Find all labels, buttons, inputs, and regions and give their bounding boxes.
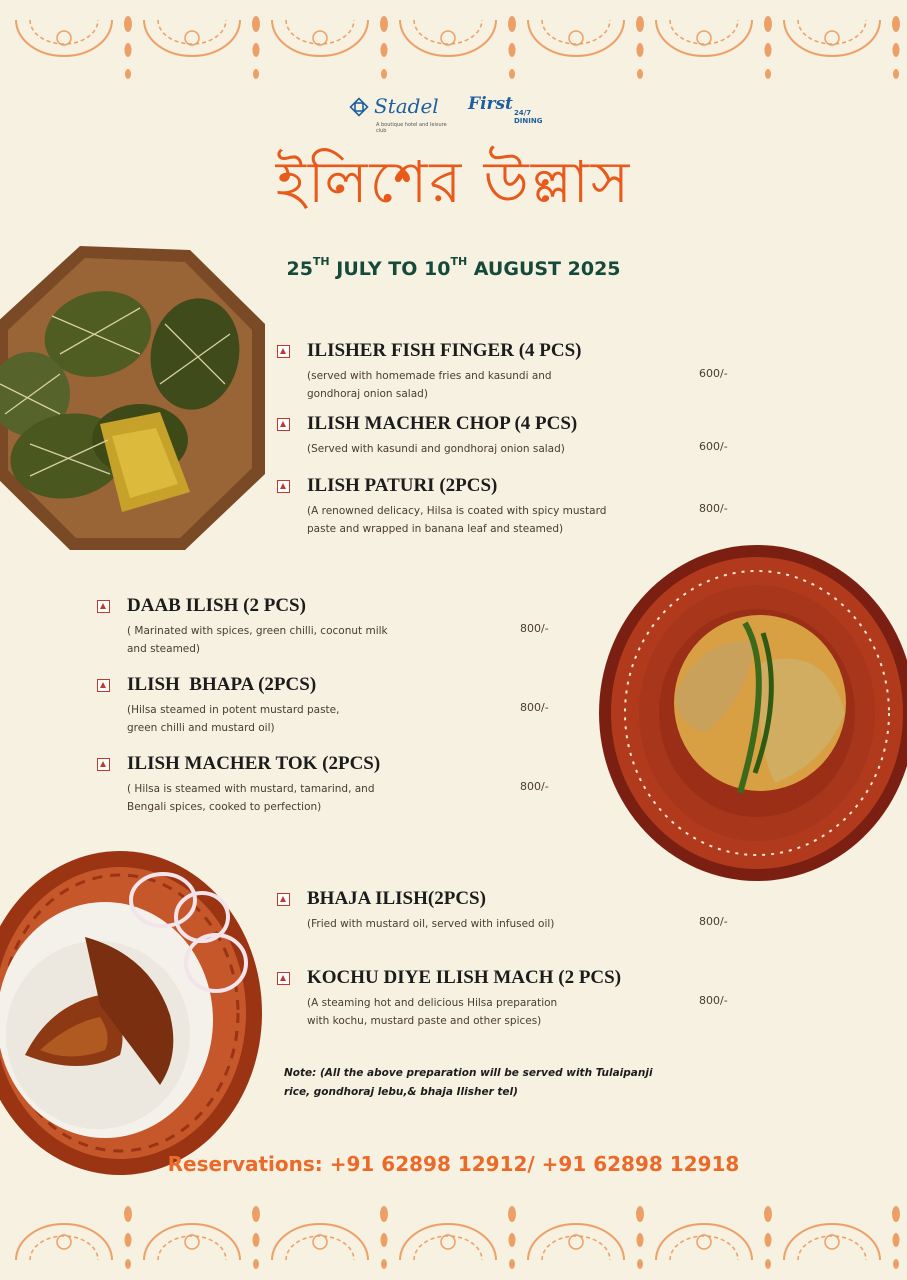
menu-item	[97, 595, 567, 657]
stadel-logo	[348, 92, 458, 134]
reservations-contact: Reservations: +91 62898 12912/ +91 62898 12918	[167, 1152, 740, 1176]
page-title: ইলিশের উল্লাস	[275, 148, 632, 216]
menu-item-name: ILISHER FISH FINGER (4 PCS)	[307, 340, 582, 361]
mandala-ornament-icon	[400, 20, 496, 56]
mandala-ornament-icon	[656, 20, 752, 56]
mandala-ornament-icon	[272, 20, 368, 56]
menu-item-description	[127, 622, 388, 658]
menu-item	[277, 413, 747, 457]
hanging-bead-ornament-icon	[380, 16, 388, 79]
menu-item-name: KOCHU DIYE ILISH MACH (2 PCS)	[307, 967, 622, 988]
description-line: (Fried with mustard oil, served with infused oil)	[307, 918, 555, 930]
description-line: Bengali spices, cooked to perfection)	[127, 801, 322, 813]
stadel-name: Stadel	[374, 94, 439, 118]
hanging-bead-ornament-icon	[636, 16, 644, 79]
hanging-bead-ornament-icon	[508, 16, 516, 79]
menu-item-price: 600/-	[699, 440, 728, 453]
menu-item	[97, 674, 567, 736]
menu-item-price: 800/-	[699, 915, 728, 928]
mandala-ornament-icon	[144, 1224, 240, 1260]
hanging-bead-ornament-icon	[252, 16, 260, 79]
menu-item-price: 800/-	[520, 701, 549, 714]
nonveg-marker-icon	[277, 893, 290, 906]
mandala-ornament-icon	[272, 1224, 368, 1260]
menu-item-description	[307, 994, 557, 1030]
end-day-suffix: TH	[450, 255, 468, 268]
menu-item-description	[307, 915, 554, 933]
menu-item-price: 800/-	[520, 780, 549, 793]
first-innings-badge: 24/7 DINING	[514, 109, 543, 125]
description-line: and steamed)	[127, 643, 201, 655]
mandala-ornament-icon	[16, 1224, 112, 1260]
menu-item-description	[127, 701, 339, 737]
top-ornamental-border	[0, 0, 907, 90]
serving-note	[284, 1064, 704, 1102]
brand-logos	[340, 92, 560, 132]
menu-item	[277, 340, 747, 402]
description-line: (A steaming hot and delicious Hilsa preparation	[307, 997, 558, 1009]
nonveg-marker-icon	[277, 418, 290, 431]
start-day: 25	[286, 258, 313, 280]
description-line: paste and wrapped in banana leaf and steamed)	[307, 523, 564, 535]
nonveg-marker-icon	[277, 345, 290, 358]
menu-item-price: 800/-	[520, 622, 549, 635]
menu-item	[277, 967, 747, 1029]
ilish-paturi-photo	[0, 244, 270, 556]
menu-item-description	[307, 440, 565, 458]
mandala-ornament-icon	[784, 1224, 880, 1260]
description-line: ( Hilsa is steamed with mustard, tamarind, and	[127, 783, 375, 795]
hanging-bead-ornament-icon	[508, 1206, 516, 1269]
stadel-tagline: A boutique hotel and leisure club	[376, 122, 447, 134]
nonveg-marker-icon	[277, 972, 290, 985]
hanging-bead-ornament-icon	[892, 16, 900, 79]
description-line: green chilli and mustard oil)	[127, 722, 275, 734]
start-month: JULY TO	[329, 258, 425, 280]
description-line: (served with homemade fries and kasundi and	[307, 370, 552, 382]
description-line: gondhoraj onion salad)	[307, 388, 428, 400]
hanging-bead-ornament-icon	[764, 1206, 772, 1269]
hanging-bead-ornament-icon	[124, 16, 132, 79]
mandala-ornament-icon	[784, 20, 880, 56]
menu-item-description	[307, 502, 606, 538]
daab-ilish-plate-photo	[595, 543, 907, 883]
menu-item-price: 800/-	[699, 502, 728, 515]
menu-item-name: ILISH MACHER TOK (2PCS)	[127, 753, 381, 774]
nonveg-marker-icon	[277, 480, 290, 493]
menu-item	[277, 475, 747, 537]
description-line: with kochu, mustard paste and other spices)	[307, 1015, 542, 1027]
end-month-year: AUGUST 2025	[467, 258, 621, 280]
mandala-ornament-icon	[144, 20, 240, 56]
end-day: 10	[424, 258, 451, 280]
bhaja-ilish-rice-photo	[0, 845, 265, 1175]
hanging-bead-ornament-icon	[380, 1206, 388, 1269]
menu-item-price: 600/-	[699, 367, 728, 380]
start-day-suffix: TH	[312, 255, 330, 268]
menu-item	[97, 753, 567, 815]
first-innings-name: First	[468, 94, 513, 114]
menu-item-description	[307, 367, 552, 403]
menu-item-name: ILISH BHAPA (2PCS)	[127, 674, 317, 695]
mandala-ornament-icon	[400, 1224, 496, 1260]
nonveg-marker-icon	[97, 600, 110, 613]
first-innings-logo	[468, 94, 558, 128]
menu-item-description	[127, 780, 375, 816]
mandala-ornament-icon	[528, 20, 624, 56]
note-line: Note: (All the above preparation will be served with Tulaipanji	[284, 1067, 653, 1079]
hanging-bead-ornament-icon	[892, 1206, 900, 1269]
hanging-bead-ornament-icon	[636, 1206, 644, 1269]
description-line: (A renowned delicacy, Hilsa is coated with spicy mustard	[307, 505, 607, 517]
hanging-bead-ornament-icon	[764, 16, 772, 79]
menu-item-name: DAAB ILISH (2 PCS)	[127, 595, 306, 616]
description-line: ( Marinated with spices, green chilli, coconut milk	[127, 625, 388, 637]
mandala-ornament-icon	[528, 1224, 624, 1260]
nonveg-marker-icon	[97, 758, 110, 771]
menu-item-price: 800/-	[699, 994, 728, 1007]
mandala-ornament-icon	[656, 1224, 752, 1260]
nonveg-marker-icon	[97, 679, 110, 692]
menu-item	[277, 888, 747, 932]
menu-item-name: BHAJA ILISH(2PCS)	[307, 888, 486, 909]
stadel-mark-icon	[348, 96, 370, 118]
description-line: (Served with kasundi and gondhoraj onion salad)	[307, 443, 565, 455]
note-line: rice, gondhoraj lebu,& bhaja Ilisher tel)	[284, 1086, 518, 1098]
description-line: (Hilsa steamed in potent mustard paste,	[127, 704, 340, 716]
menu-item-name: ILISH MACHER CHOP (4 PCS)	[307, 413, 578, 434]
mandala-ornament-icon	[16, 20, 112, 56]
hanging-bead-ornament-icon	[124, 1206, 132, 1269]
menu-item-name: ILISH PATURI (2PCS)	[307, 475, 498, 496]
hanging-bead-ornament-icon	[252, 1206, 260, 1269]
bottom-ornamental-border	[0, 1190, 907, 1280]
